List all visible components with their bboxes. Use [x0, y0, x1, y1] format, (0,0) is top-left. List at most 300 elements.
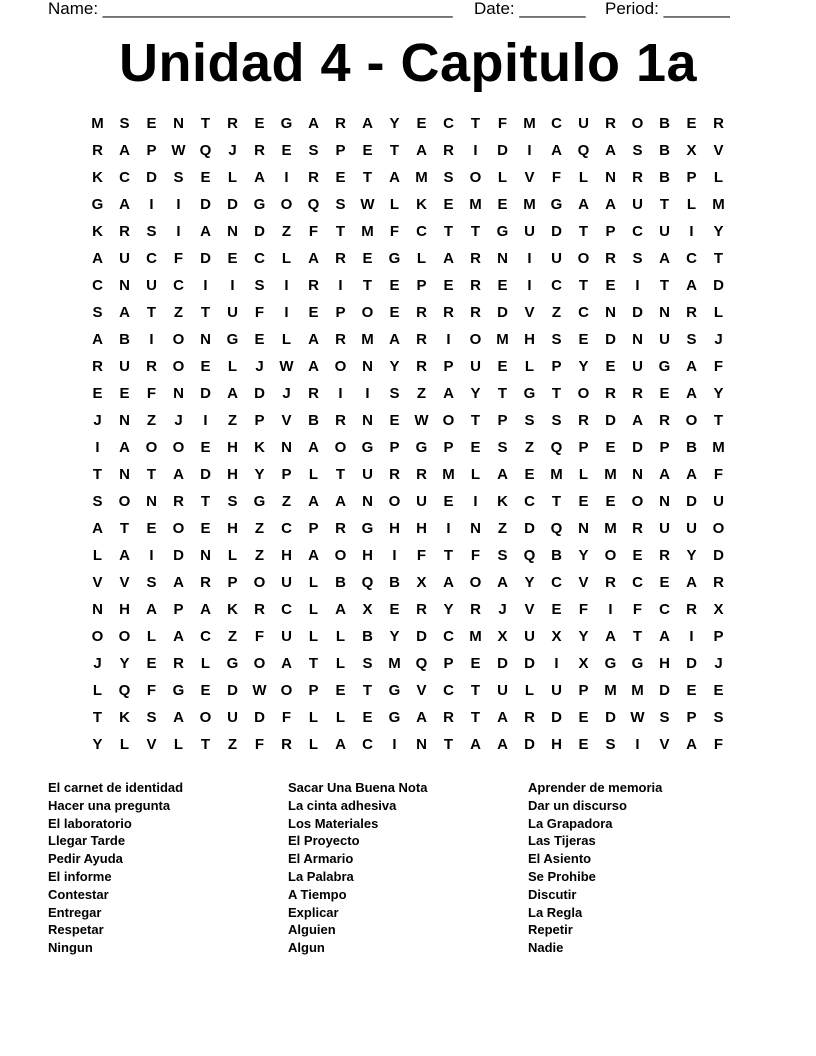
grid-letter: Y: [92, 736, 103, 753]
grid-letter: N: [632, 466, 643, 483]
grid-letter: J: [93, 412, 102, 429]
grid-letter: U: [551, 682, 562, 699]
grid-letter: S: [389, 385, 400, 402]
grid-letter: T: [362, 277, 373, 294]
grid-letter: P: [335, 142, 346, 159]
grid-letter: A: [632, 412, 643, 429]
grid-letter: D: [200, 196, 211, 213]
grid-letter: E: [632, 547, 643, 564]
grid-letter: I: [338, 277, 343, 294]
grid-letter: I: [149, 331, 154, 348]
grid-letter: N: [119, 412, 130, 429]
grid-letter: P: [389, 439, 400, 456]
grid-letter: G: [388, 709, 401, 726]
grid-letter: U: [497, 682, 508, 699]
grid-letter: L: [524, 682, 535, 699]
grid-letter: A: [578, 196, 589, 213]
grid-letter: I: [230, 277, 235, 294]
grid-letter: G: [523, 385, 536, 402]
grid-letter: M: [388, 655, 401, 672]
grid-letter: L: [524, 358, 535, 375]
grid-letter: E: [416, 115, 427, 132]
grid-letter: W: [360, 196, 375, 213]
grid-letter: T: [146, 466, 157, 483]
grid-letter: T: [470, 682, 481, 699]
grid-letter: Q: [550, 439, 563, 456]
grid-letter: E: [659, 385, 670, 402]
grid-letter: P: [713, 628, 724, 645]
grid-letter: A: [92, 520, 103, 537]
grid-letter: I: [446, 520, 451, 537]
grid-letter: E: [200, 682, 211, 699]
grid-letter: T: [362, 682, 373, 699]
grid-letter: D: [659, 682, 670, 699]
grid-letter: U: [227, 709, 238, 726]
grid-letter: L: [308, 736, 319, 753]
grid-letter: V: [92, 574, 103, 591]
grid-letter: H: [281, 547, 292, 564]
grid-letter: M: [469, 628, 482, 645]
grid-letter: N: [632, 331, 643, 348]
grid-letter: N: [200, 331, 211, 348]
grid-letter: O: [469, 169, 482, 186]
grid-letter: O: [253, 655, 266, 672]
grid-letter: R: [335, 115, 346, 132]
grid-letter: T: [200, 115, 211, 132]
grid-letter: E: [200, 439, 211, 456]
grid-letter: A: [308, 250, 319, 267]
grid-letter: Y: [389, 628, 400, 645]
grid-letter: N: [605, 304, 616, 321]
grid-letter: F: [254, 628, 265, 645]
grid-letter: J: [174, 412, 183, 429]
grid-letter: A: [686, 385, 697, 402]
grid-letter: O: [334, 547, 347, 564]
grid-letter: G: [172, 682, 185, 699]
grid-letter: K: [254, 439, 265, 456]
grid-letter: Y: [686, 547, 697, 564]
grid-letter: S: [713, 709, 724, 726]
grid-letter: J: [498, 601, 507, 618]
word-bank-item: Se Prohibe: [528, 868, 596, 884]
grid-letter: C: [578, 304, 589, 321]
grid-letter: D: [524, 736, 535, 753]
grid-letter: D: [632, 304, 643, 321]
grid-letter: C: [659, 601, 670, 618]
grid-letter: N: [281, 439, 292, 456]
grid-letter: O: [631, 115, 644, 132]
grid-letter: Z: [173, 304, 184, 321]
grid-letter: D: [200, 250, 211, 267]
grid-letter: D: [551, 223, 562, 240]
word-bank-item: Las Tijeras: [528, 833, 596, 849]
grid-letter: P: [497, 412, 508, 429]
grid-letter: O: [631, 493, 644, 510]
grid-letter: R: [416, 304, 427, 321]
word-bank-item: Discutir: [528, 886, 577, 902]
grid-letter: T: [308, 655, 319, 672]
grid-letter: Z: [146, 412, 157, 429]
grid-letter: I: [149, 196, 154, 213]
grid-letter: C: [551, 115, 562, 132]
grid-letter: L: [335, 628, 346, 645]
grid-letter: I: [176, 196, 181, 213]
letter-grid: [84, 110, 732, 758]
grid-letter: V: [713, 142, 724, 159]
grid-letter: J: [714, 655, 723, 672]
grid-letter: P: [335, 304, 346, 321]
grid-letter: F: [254, 304, 265, 321]
grid-letter: O: [118, 628, 131, 645]
grid-letter: A: [200, 601, 211, 618]
grid-letter: L: [119, 736, 130, 753]
grid-letter: L: [335, 655, 346, 672]
grid-letter: T: [146, 304, 157, 321]
grid-letter: I: [176, 223, 181, 240]
grid-letter: I: [554, 655, 559, 672]
grid-letter: C: [254, 250, 265, 267]
grid-letter: L: [308, 466, 319, 483]
grid-letter: Q: [361, 574, 374, 591]
grid-row: [84, 299, 732, 326]
grid-letter: Z: [551, 304, 562, 321]
grid-letter: P: [443, 655, 454, 672]
grid-letter: R: [308, 169, 319, 186]
grid-letter: O: [685, 412, 698, 429]
grid-letter: K: [416, 196, 427, 213]
grid-letter: S: [686, 331, 697, 348]
grid-letter: O: [442, 412, 455, 429]
grid-letter: A: [200, 223, 211, 240]
grid-letter: R: [227, 115, 238, 132]
grid-letter: E: [362, 250, 373, 267]
grid-letter: P: [146, 142, 157, 159]
grid-letter: U: [632, 358, 643, 375]
grid-row: [84, 434, 732, 461]
grid-letter: G: [253, 196, 266, 213]
grid-letter: O: [469, 331, 482, 348]
grid-letter: I: [284, 277, 289, 294]
grid-letter: I: [689, 223, 694, 240]
grid-letter: H: [227, 520, 238, 537]
grid-letter: A: [389, 169, 400, 186]
grid-letter: E: [362, 142, 373, 159]
grid-letter: E: [227, 250, 238, 267]
grid-letter: A: [443, 574, 454, 591]
grid-letter: Z: [254, 520, 265, 537]
grid-letter: O: [280, 196, 293, 213]
grid-letter: D: [173, 547, 184, 564]
grid-letter: S: [524, 412, 535, 429]
grid-letter: M: [523, 196, 536, 213]
grid-letter: T: [443, 547, 454, 564]
grid-letter: L: [470, 466, 481, 483]
grid-row: [84, 515, 732, 542]
grid-letter: H: [659, 655, 670, 672]
grid-letter: R: [173, 493, 184, 510]
grid-letter: M: [442, 466, 455, 483]
grid-letter: Z: [281, 493, 292, 510]
grid-letter: T: [578, 223, 589, 240]
grid-letter: H: [362, 547, 373, 564]
grid-letter: E: [146, 655, 157, 672]
grid-letter: B: [686, 439, 697, 456]
grid-letter: I: [689, 628, 694, 645]
grid-letter: P: [578, 682, 589, 699]
grid-letter: F: [416, 547, 427, 564]
grid-letter: M: [604, 682, 617, 699]
grid-letter: P: [173, 601, 184, 618]
grid-letter: A: [92, 250, 103, 267]
grid-letter: P: [308, 682, 319, 699]
grid-letter: H: [524, 331, 535, 348]
grid-letter: B: [335, 574, 346, 591]
grid-letter: I: [203, 277, 208, 294]
word-bank-item: A Tiempo: [288, 886, 347, 902]
grid-row: [84, 272, 732, 299]
grid-letter: M: [712, 439, 725, 456]
grid-letter: L: [578, 466, 589, 483]
grid-letter: S: [308, 142, 319, 159]
grid-letter: K: [119, 709, 130, 726]
grid-letter: L: [200, 655, 211, 672]
grid-letter: L: [713, 169, 724, 186]
grid-letter: U: [146, 277, 157, 294]
grid-letter: F: [497, 115, 508, 132]
grid-letter: A: [659, 466, 670, 483]
grid-letter: E: [605, 358, 616, 375]
grid-letter: R: [578, 412, 589, 429]
grid-letter: E: [551, 601, 562, 618]
grid-letter: T: [443, 223, 454, 240]
grid-letter: L: [335, 709, 346, 726]
grid-letter: R: [632, 520, 643, 537]
word-bank-item: Pedir Ayuda: [48, 851, 123, 867]
grid-letter: S: [443, 169, 454, 186]
grid-letter: V: [578, 574, 589, 591]
word-bank-item: La Regla: [528, 904, 583, 920]
grid-letter: B: [659, 169, 670, 186]
grid-letter: P: [443, 439, 454, 456]
grid-letter: P: [443, 358, 454, 375]
grid-letter: R: [713, 574, 724, 591]
grid-letter: B: [659, 142, 670, 159]
grid-letter: F: [713, 736, 724, 753]
grid-letter: T: [713, 412, 724, 429]
grid-letter: C: [416, 223, 427, 240]
grid-letter: E: [200, 520, 211, 537]
grid-letter: N: [146, 493, 157, 510]
grid-letter: V: [524, 169, 535, 186]
grid-letter: Y: [524, 574, 535, 591]
grid-letter: E: [497, 277, 508, 294]
grid-letter: F: [470, 547, 481, 564]
grid-letter: U: [281, 628, 292, 645]
grid-letter: H: [416, 520, 427, 537]
grid-letter: R: [443, 304, 454, 321]
word-bank-item: El carnet de identidad: [48, 780, 184, 795]
grid-letter: D: [227, 682, 238, 699]
grid-row: [84, 596, 732, 623]
grid-letter: J: [228, 142, 237, 159]
grid-letter: R: [416, 466, 427, 483]
grid-letter: Z: [227, 736, 238, 753]
grid-letter: Q: [118, 682, 131, 699]
grid-letter: C: [443, 115, 454, 132]
grid-letter: R: [389, 466, 400, 483]
grid-letter: D: [524, 655, 535, 672]
grid-letter: S: [146, 223, 157, 240]
grid-letter: E: [119, 385, 130, 402]
grid-letter: T: [200, 493, 211, 510]
grid-letter: L: [146, 628, 157, 645]
grid-letter: P: [659, 439, 670, 456]
grid-letter: N: [605, 169, 616, 186]
grid-letter: D: [254, 709, 265, 726]
grid-letter: M: [604, 520, 617, 537]
grid-letter: S: [146, 574, 157, 591]
grid-letter: I: [149, 547, 154, 564]
grid-row: [84, 677, 732, 704]
grid-letter: Z: [254, 547, 265, 564]
grid-letter: G: [226, 655, 239, 672]
grid-letter: F: [173, 250, 184, 267]
grid-letter: Y: [578, 358, 589, 375]
grid-letter: O: [577, 385, 590, 402]
grid-row: [84, 191, 732, 218]
grid-letter: A: [173, 466, 184, 483]
grid-row: [84, 353, 732, 380]
grid-letter: P: [551, 358, 562, 375]
grid-letter: T: [389, 142, 400, 159]
word-bank-item: El Asiento: [528, 851, 592, 867]
grid-letter: E: [254, 331, 265, 348]
word-bank-item: Repetir: [528, 922, 573, 938]
grid-letter: F: [713, 358, 724, 375]
grid-letter: L: [281, 250, 292, 267]
grid-letter: K: [497, 493, 508, 510]
grid-letter: O: [253, 574, 266, 591]
grid-letter: M: [496, 331, 509, 348]
grid-letter: R: [308, 277, 319, 294]
grid-letter: A: [470, 736, 481, 753]
grid-letter: O: [118, 493, 131, 510]
grid-letter: M: [550, 466, 563, 483]
grid-letter: T: [119, 520, 130, 537]
grid-row: [84, 623, 732, 650]
grid-letter: X: [578, 655, 589, 672]
grid-letter: S: [632, 250, 643, 267]
grid-letter: E: [146, 520, 157, 537]
grid-letter: T: [92, 709, 103, 726]
grid-letter: A: [335, 601, 346, 618]
grid-letter: D: [200, 466, 211, 483]
grid-letter: P: [308, 520, 319, 537]
grid-letter: Q: [523, 547, 536, 564]
grid-letter: G: [658, 358, 671, 375]
grid-letter: O: [604, 547, 617, 564]
grid-letter: O: [172, 331, 185, 348]
grid-letter: X: [713, 601, 724, 618]
grid-letter: E: [200, 358, 211, 375]
grid-letter: M: [361, 331, 374, 348]
grid-letter: N: [497, 250, 508, 267]
grid-letter: J: [255, 358, 264, 375]
grid-letter: E: [686, 115, 697, 132]
grid-letter: U: [470, 358, 481, 375]
word-bank-column: [48, 779, 288, 957]
grid-letter: N: [362, 358, 373, 375]
grid-letter: U: [416, 493, 427, 510]
grid-letter: S: [146, 709, 157, 726]
grid-letter: N: [362, 493, 373, 510]
grid-letter: Y: [254, 466, 265, 483]
grid-letter: R: [632, 169, 643, 186]
grid-letter: M: [91, 115, 104, 132]
grid-letter: R: [470, 304, 481, 321]
grid-letter: S: [173, 169, 184, 186]
grid-letter: R: [92, 358, 103, 375]
grid-row: [84, 569, 732, 596]
grid-letter: A: [146, 601, 157, 618]
word-bank-item: El laboratorio: [48, 815, 132, 831]
grid-row: [84, 488, 732, 515]
grid-letter: L: [308, 709, 319, 726]
grid-letter: A: [335, 736, 346, 753]
grid-letter: S: [92, 304, 103, 321]
grid-letter: U: [362, 466, 373, 483]
grid-letter: D: [605, 331, 616, 348]
grid-row: [84, 218, 732, 245]
grid-letter: A: [281, 655, 292, 672]
grid-letter: L: [92, 547, 103, 564]
grid-letter: Z: [281, 223, 292, 240]
grid-letter: D: [497, 142, 508, 159]
grid-letter: U: [659, 223, 670, 240]
grid-letter: D: [605, 709, 616, 726]
grid-letter: G: [388, 682, 401, 699]
grid-letter: K: [92, 169, 103, 186]
grid-letter: O: [469, 574, 482, 591]
grid-letter: I: [338, 385, 343, 402]
grid-letter: Y: [713, 385, 724, 402]
word-bank-item: Explicar: [288, 904, 339, 920]
grid-letter: G: [415, 439, 428, 456]
grid-letter: C: [524, 493, 535, 510]
grid-letter: D: [497, 304, 508, 321]
grid-letter: D: [632, 439, 643, 456]
grid-letter: G: [550, 196, 563, 213]
grid-letter: R: [686, 304, 697, 321]
grid-letter: M: [361, 223, 374, 240]
grid-letter: R: [335, 331, 346, 348]
grid-letter: Y: [578, 547, 589, 564]
grid-letter: A: [92, 331, 103, 348]
grid-letter: I: [608, 601, 613, 618]
grid-letter: I: [446, 331, 451, 348]
grid-letter: S: [254, 277, 265, 294]
grid-letter: O: [334, 358, 347, 375]
grid-letter: T: [335, 466, 346, 483]
grid-letter: S: [605, 736, 616, 753]
grid-letter: W: [414, 412, 429, 429]
grid-letter: M: [631, 682, 644, 699]
grid-letter: U: [578, 115, 589, 132]
grid-letter: E: [389, 601, 400, 618]
grid-letter: K: [227, 601, 238, 618]
grid-letter: G: [388, 250, 401, 267]
grid-letter: V: [146, 736, 157, 753]
